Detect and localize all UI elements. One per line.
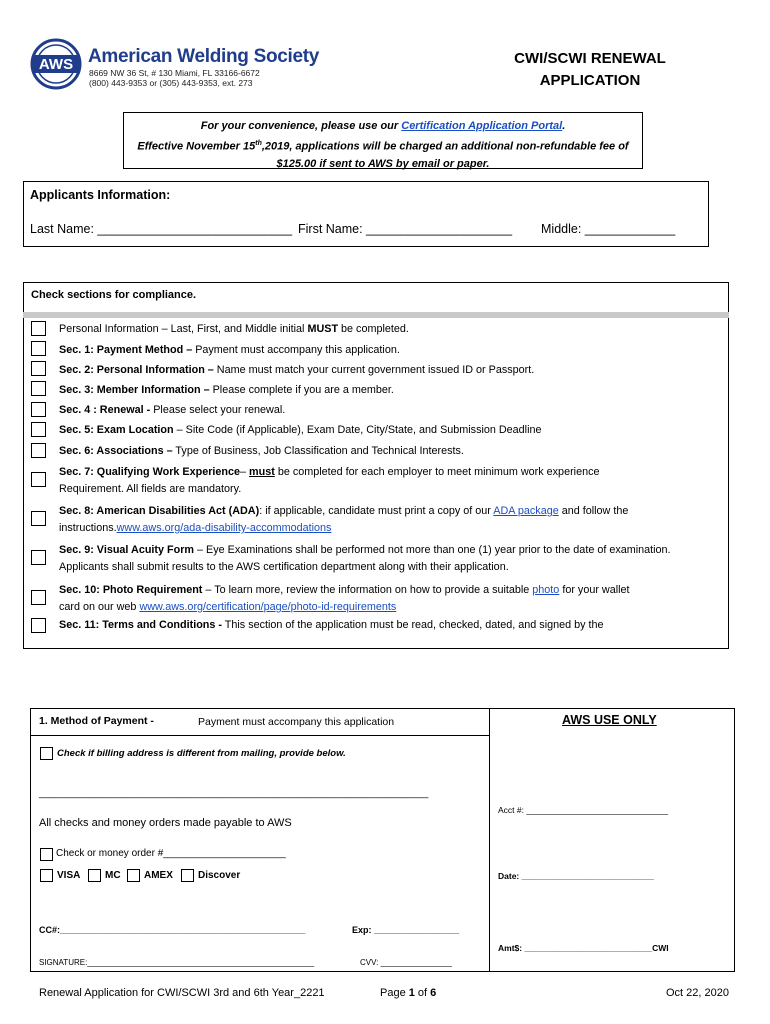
checkbox-sec-2[interactable] (31, 361, 46, 376)
checklist-item (59, 422, 542, 439)
checklist-item (59, 582, 630, 616)
notice-text: . (562, 120, 566, 132)
document-title (490, 48, 690, 92)
page-text: Page (380, 987, 409, 999)
ada-package-link[interactable]: ADA package (493, 505, 559, 517)
footer-doc-name: Renewal Application for CWI/SCWI 3rd and 6th Year_2221 (39, 987, 325, 999)
checkbox-sec-6[interactable] (31, 443, 46, 458)
middle-name-field[interactable]: Middle: _____________ (541, 222, 676, 236)
item-text: – Eye Examinations shall be performed not more than one (1) year prior to the date of examination. (194, 544, 671, 556)
item-bold: Sec. 9: Visual Acuity Form (59, 544, 195, 556)
aws-use-divider (489, 708, 490, 972)
payable-note: All checks and money orders made payable to AWS (39, 817, 292, 829)
payment-header-rule (30, 735, 490, 736)
checklist-item (59, 617, 604, 634)
exp-field[interactable]: Exp: _________________ (352, 925, 460, 935)
checkbox-visa[interactable] (40, 869, 53, 882)
checkbox-personal-info[interactable] (31, 321, 46, 336)
checkbox-discover[interactable] (181, 869, 194, 882)
payment-section-note: Payment must accompany this application (198, 716, 395, 728)
first-name-field[interactable]: First Name: _____________________ (298, 222, 513, 236)
checklist-item (59, 362, 534, 379)
acct-field[interactable]: Acct #: ______________________________ (498, 805, 669, 815)
checkbox-sec-1[interactable] (31, 341, 46, 356)
checkbox-sec-7[interactable] (31, 472, 46, 487)
fee-notice (123, 112, 643, 169)
last-name-field[interactable]: Last Name: ____________________________ (30, 222, 293, 236)
item-bold: Sec. 4 : Renewal - (59, 404, 151, 416)
item-text: – Site Code (if Applicable), Exam Date, City/State, and Submission Deadline (173, 424, 542, 436)
item-bold: Sec. 3: Member Information – (59, 384, 210, 396)
item-text: Name must match your current government issued ID or Passport. (213, 364, 535, 376)
address-line-2: (800) 443-9353 or (305) 443-9353, ext. 273 (89, 78, 253, 88)
mc-label: MC (105, 870, 121, 881)
discover-label: Discover (198, 870, 241, 881)
checkbox-sec-8[interactable] (31, 511, 46, 526)
date-field[interactable]: Date: ____________________________ (498, 871, 654, 881)
billing-check-label: Check if billing address is different from mailing, provide below. (57, 748, 346, 759)
checkbox-billing-different[interactable] (40, 747, 53, 760)
payment-section-title: 1. Method of Payment - (39, 715, 154, 727)
checkbox-sec-9[interactable] (31, 550, 46, 565)
checkbox-sec-5[interactable] (31, 422, 46, 437)
checkbox-sec-11[interactable] (31, 618, 46, 633)
item-text: for your wallet (559, 584, 630, 596)
org-name: American Welding Society (88, 46, 320, 67)
aws-logo (30, 38, 82, 90)
item-text: This section of the application must be read, checked, dated, and signed by the (222, 619, 604, 631)
ada-url-link[interactable]: www.aws.org/ada-disability-accommodations (116, 522, 332, 534)
page-total: 6 (430, 987, 437, 999)
item-text: : if applicable, candidate must print a copy of our (259, 505, 494, 517)
notice-sup: th (255, 140, 262, 147)
item-text: – To learn more, review the information on how to provide a suitable (202, 584, 533, 596)
item-text: Type of Business, Job Classification and Technical Interests. (172, 445, 464, 457)
item-bold: Sec. 11: Terms and Conditions - (59, 619, 222, 631)
notice-text: Effective November 15 (137, 140, 256, 153)
signature-field[interactable]: SIGNATURE:___________________________________________________ (39, 958, 315, 967)
item-text: Requirement. All fields are mandatory. (59, 483, 242, 495)
checklist-item (59, 503, 628, 537)
checklist-item (59, 402, 285, 419)
page-current: 1 (408, 987, 415, 999)
checklist-item (59, 542, 671, 576)
item-bold: Sec. 2: Personal Information – (59, 364, 214, 376)
title-line-2: APPLICATION (539, 72, 641, 89)
checkbox-check-money-order[interactable] (40, 848, 53, 861)
item-text: Please select your renewal. (150, 404, 286, 416)
item-text: instructions. (59, 522, 117, 534)
item-bold: MUST (307, 323, 339, 335)
checklist-item (59, 321, 409, 338)
amt-field[interactable]: Amt$: ___________________________CWI (498, 943, 669, 953)
item-bold: Sec. 5: Exam Location (59, 424, 174, 436)
cc-number-field[interactable]: CC#:_________________________________________________ (39, 925, 306, 935)
checklist-item (59, 464, 599, 498)
item-bold: must (249, 466, 275, 478)
cvv-field[interactable]: CVV: ________________ (360, 958, 452, 967)
compliance-heading: Check sections for compliance. (31, 289, 197, 301)
footer-date: Oct 22, 2020 (666, 987, 729, 999)
item-bold: Sec. 8: American Disabilities Act (ADA) (59, 505, 260, 517)
item-text: Applicants shall submit results to the AWS certification department along with their application. (59, 561, 509, 573)
item-bold: Sec. 6: Associations – (59, 445, 173, 457)
checklist-item (59, 342, 400, 359)
checkbox-sec-4[interactable] (31, 402, 46, 417)
photo-url-link[interactable]: www.aws.org/certification/page/photo-id-requirements (139, 601, 397, 613)
checklist-item (59, 443, 464, 460)
notice-text: $125.00 if sent to AWS by email or paper. (276, 157, 490, 170)
checkbox-sec-10[interactable] (31, 590, 46, 605)
address-line-1: 8669 NW 36 St, # 130 Miami, FL 33166-6672 (89, 68, 260, 78)
portal-link[interactable]: Certification Application Portal (401, 120, 563, 132)
check-money-order-label[interactable]: Check or money order #______________________ (56, 848, 286, 859)
checkbox-sec-3[interactable] (31, 381, 46, 396)
item-text: Payment must accompany this application. (192, 344, 400, 356)
item-bold: Sec. 7: Qualifying Work Experience (59, 466, 241, 478)
aws-use-title: AWS USE ONLY (562, 713, 657, 727)
page-text: of (414, 987, 431, 999)
title-line-1: CWI/SCWI RENEWAL (514, 50, 666, 67)
photo-link[interactable]: photo (532, 584, 560, 596)
item-text: card on our web (59, 601, 140, 613)
amex-label: AMEX (144, 870, 173, 881)
notice-text: For your convenience, please use our (200, 120, 402, 132)
checkbox-amex[interactable] (127, 869, 140, 882)
item-text: and follow the (558, 505, 629, 517)
item-text: be completed. (338, 323, 409, 335)
visa-label: VISA (57, 870, 81, 881)
notice-text: ,2019, applications will be charged an additional non-refundable fee of (261, 140, 629, 153)
item-text: Please complete if you are a member. (209, 384, 394, 396)
checklist-item (59, 382, 394, 399)
item-bold: Sec. 1: Payment Method – (59, 344, 193, 356)
svg-text:AWS: AWS (38, 56, 74, 73)
item-text: – (240, 466, 250, 478)
checkbox-mc[interactable] (88, 869, 101, 882)
footer-page-number (380, 987, 436, 999)
item-text: Personal Information – Last, First, and Middle initial (59, 323, 308, 335)
billing-address-line[interactable]: ______________________________________________________________________ (39, 788, 429, 799)
applicant-heading: Applicants Information: (30, 188, 171, 202)
item-bold: Sec. 10: Photo Requirement (59, 584, 203, 596)
item-text: be completed for each employer to meet minimum work experience (274, 466, 600, 478)
